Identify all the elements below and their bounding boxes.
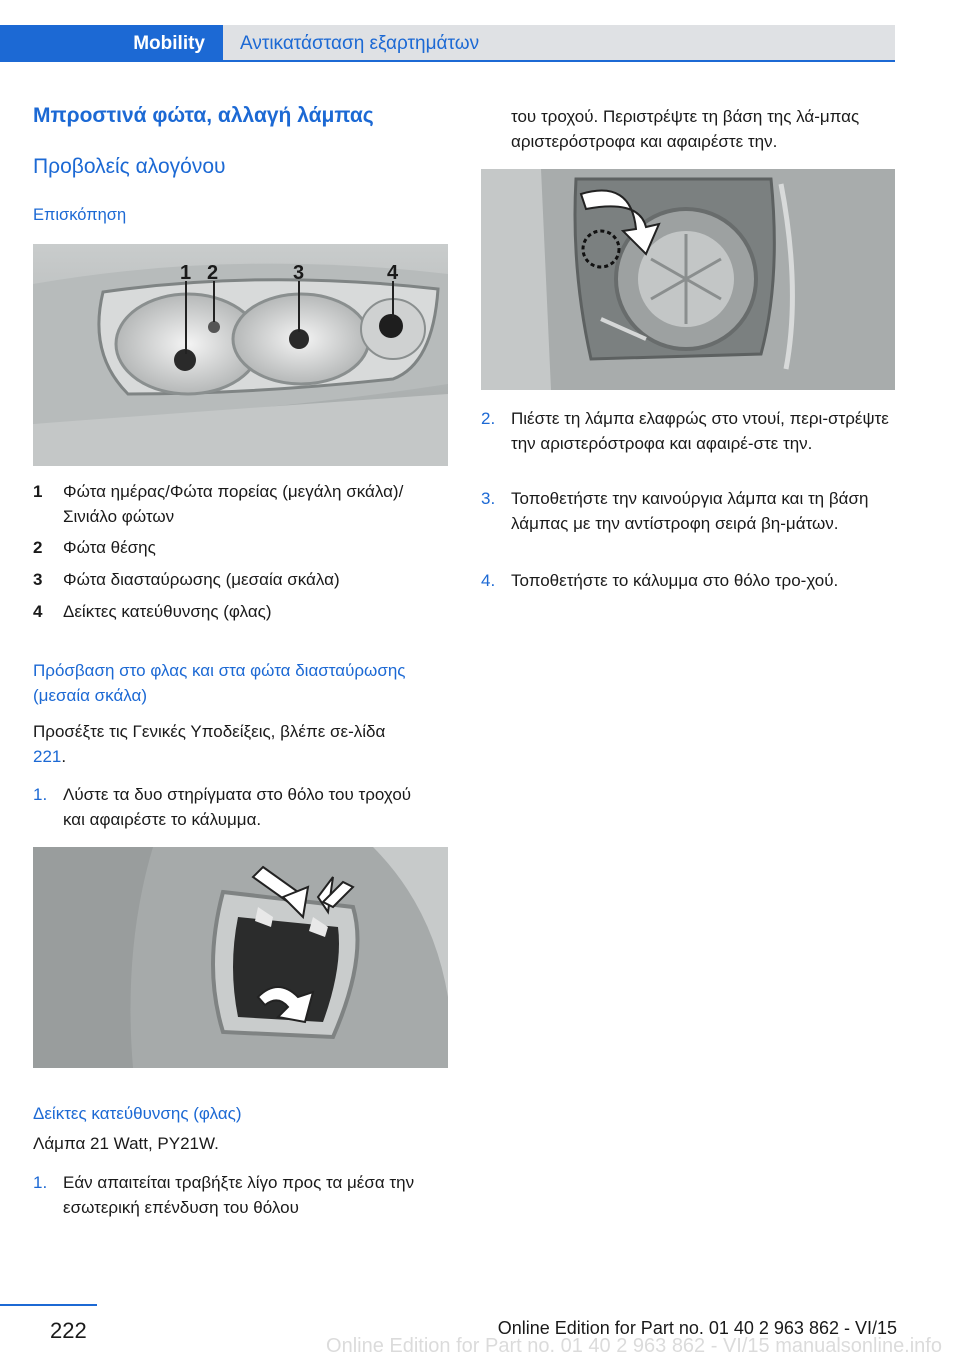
chapter-tab-label: Mobility (133, 32, 205, 54)
access-heading: Πρόσβαση στο φλας και στα φώτα διασταύρωσης (μεσαία σκάλα) (33, 661, 406, 705)
step-item (481, 406, 895, 456)
legend-text: Φώτα διασταύρωσης (μεσαία σκάλα) (63, 570, 340, 589)
header-rule (0, 60, 895, 62)
step-number: 1. (33, 785, 48, 804)
lamp-socket-figure (481, 169, 895, 390)
step-number: 3. (481, 489, 496, 508)
wheel-arch-cover-figure (33, 847, 448, 1068)
page-number: 222 (50, 1318, 87, 1343)
bulb-spec: Λάμπα 21 Watt, PY21W. (33, 1134, 219, 1153)
step-text: Λύστε τα δυο στηρίγματα στο θόλο του τροχού και αφαιρέστε το κάλυμμα. (63, 785, 412, 829)
callout-3: 3 (293, 262, 305, 284)
watermark: Online Edition for Part no. 01 40 2 963 862 - VI/15 manualsonline.info (326, 1335, 942, 1357)
section-tab[interactable] (223, 25, 895, 62)
step-text: Εάν απαιτείται τραβήξτε λίγο προς τα μέσα την εσωτερική επένδυση του θόλου (63, 1173, 415, 1217)
edition-text: Online Edition for Part no. 01 40 2 963 862 - VI/15 (497, 1318, 897, 1338)
chapter-tab[interactable] (0, 25, 223, 62)
section-tab-label: Αντικατάσταση εξαρτημάτων (240, 32, 480, 54)
step-item (481, 486, 895, 536)
continuation-text: του τροχού. Περιστρέψτε τη βάση της λά-μπας αριστερόστροφα και αφαιρέστε την. (511, 107, 860, 151)
headlight-overview-figure (33, 244, 448, 466)
legend-number: 2 (33, 538, 43, 557)
legend-number: 3 (33, 570, 43, 589)
step-text: Πιέστε τη λάμπα ελαφρώς στο ντουί, περι-στρέψτε την αριστερόστροφα και αφαιρέ-στε την. (511, 409, 889, 453)
legend-number: 1 (33, 482, 43, 501)
general-note-text: Προσέξτε τις Γενικές Υποδείξεις, βλέπε σε-λίδα (33, 722, 386, 741)
step-text: Τοποθετήστε την καινούργια λάμπα και τη βάση λάμπας με την αντίστροφη σειρά βη-μάτων. (511, 489, 869, 533)
page-header (0, 0, 960, 62)
legend-text: Φώτα θέσης (63, 538, 156, 557)
step-item (33, 1170, 433, 1220)
step-number: 4. (481, 571, 496, 590)
step-number: 2. (481, 409, 496, 428)
page-title: Μπροστινά φώτα, αλλαγή λάμπας (33, 104, 374, 127)
overview-heading: Επισκόπηση (33, 206, 127, 224)
legend-item (33, 535, 448, 560)
callout-4: 4 (387, 262, 399, 284)
step-text: Τοποθετήστε το κάλυμμα στο θόλο τρο-χού. (511, 571, 839, 590)
general-note-end: . (61, 747, 67, 766)
step-number: 1. (33, 1173, 48, 1192)
general-note (33, 719, 423, 769)
legend-item (33, 567, 448, 592)
callout-1: 1 (180, 262, 192, 284)
turn-signal-heading: Δείκτες κατεύθυνσης (φλας) (33, 1104, 242, 1123)
footer-rule (0, 1304, 97, 1306)
step-item (33, 782, 433, 832)
legend-item (33, 479, 448, 529)
legend-text: Φώτα ημέρας/Φώτα πορείας (μεγάλη σκάλα)/Σινιάλο φώτων (63, 482, 404, 526)
legend-text: Δείκτες κατεύθυνσης (φλας) (63, 602, 272, 621)
page-link[interactable]: 221 (33, 747, 62, 766)
legend-item (33, 599, 448, 624)
step-item (481, 568, 895, 593)
callout-2: 2 (207, 262, 219, 284)
legend-number: 4 (33, 602, 43, 621)
section-subtitle: Προβολείς αλογόνου (33, 155, 226, 178)
